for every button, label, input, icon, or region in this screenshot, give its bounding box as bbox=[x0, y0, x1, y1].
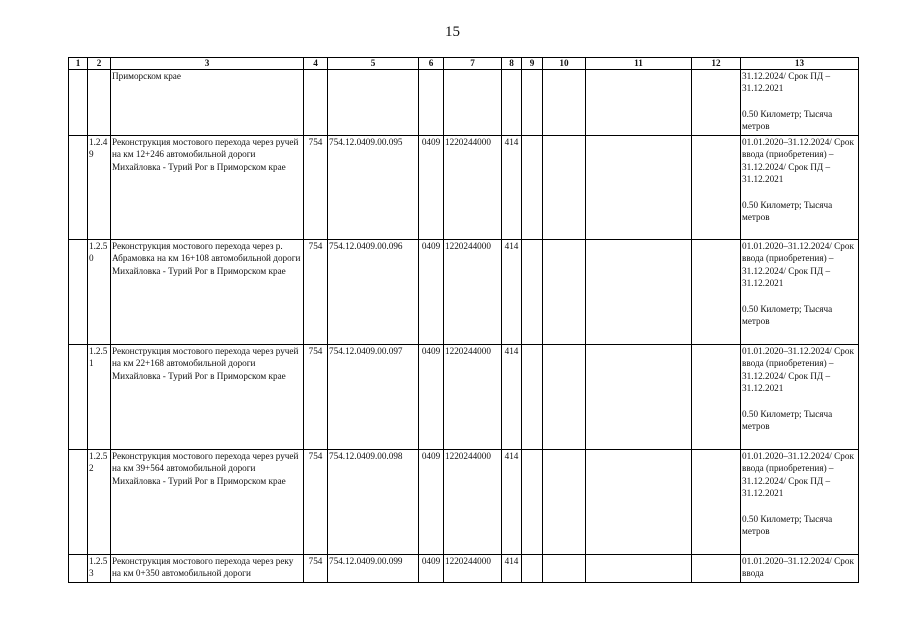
cell-8: 414 bbox=[502, 555, 522, 583]
cell-11 bbox=[586, 240, 692, 345]
cell-12 bbox=[692, 345, 741, 450]
cell-6: 0409 bbox=[419, 450, 444, 555]
table-row bbox=[69, 450, 859, 555]
cell-11 bbox=[586, 555, 692, 583]
cell-number bbox=[88, 70, 111, 136]
cell-6: 0409 bbox=[419, 345, 444, 450]
table-row bbox=[69, 136, 859, 240]
cell-6: 0409 bbox=[419, 555, 444, 583]
header-cell: 9 bbox=[522, 58, 543, 70]
cell-1 bbox=[69, 450, 88, 555]
cell-number: 1.2.50 bbox=[88, 240, 111, 345]
cell-7: 1220244000 bbox=[444, 345, 502, 450]
table-row bbox=[69, 555, 859, 583]
cell-name: Реконструкция мостового перехода через ручей на км 22+168 автомобильной дороги Михайловка - Турий Рог в Приморском крае bbox=[111, 345, 304, 450]
cell-number: 1.2.52 bbox=[88, 450, 111, 555]
cell-6: 0409 bbox=[419, 136, 444, 240]
cell-11 bbox=[586, 450, 692, 555]
cell-name: Реконструкция мостового перехода через р. Абрамовка на км 16+108 автомобильной дороги Михайловка - Турий Рог в Приморском крае bbox=[111, 240, 304, 345]
cell-9 bbox=[522, 136, 543, 240]
cell-code bbox=[328, 70, 419, 136]
cell-12 bbox=[692, 70, 741, 136]
cell-code: 754.12.0409.00.097 bbox=[328, 345, 419, 450]
cell-13-dates: 31.12.2024/ Срок ПД – 31.12.2021 bbox=[742, 71, 831, 94]
cell-4 bbox=[304, 70, 328, 136]
cell-13-volume: 0.50 Километр; Тысяча метров bbox=[742, 199, 833, 223]
cell-13-dates: 01.01.2020–31.12.2024/ Срок ввода bbox=[742, 556, 854, 579]
page-number: 15 bbox=[445, 24, 460, 40]
cell-9 bbox=[522, 240, 543, 345]
cell-1 bbox=[69, 240, 88, 345]
cell-13-volume: 0.50 Километр; Тысяча метров bbox=[742, 408, 833, 432]
cell-13 bbox=[741, 555, 859, 583]
cell-name: Приморском крае bbox=[111, 70, 304, 136]
cell-9 bbox=[522, 345, 543, 450]
cell-number: 1.2.53 bbox=[88, 555, 111, 583]
header-cell: 7 bbox=[444, 58, 502, 70]
cell-13-volume: 0.50 Километр; Тысяча метров bbox=[742, 303, 833, 327]
header-cell: 3 bbox=[111, 58, 304, 70]
cell-10 bbox=[543, 136, 586, 240]
cell-11 bbox=[586, 345, 692, 450]
cell-7: 1220244000 bbox=[444, 240, 502, 345]
cell-7: 1220244000 bbox=[444, 555, 502, 583]
header-cell: 6 bbox=[419, 58, 444, 70]
header-cell: 8 bbox=[502, 58, 522, 70]
cell-13 bbox=[741, 136, 859, 240]
table-row bbox=[69, 240, 859, 345]
cell-12 bbox=[692, 555, 741, 583]
header-cell: 1 bbox=[69, 58, 88, 70]
cell-13-dates: 01.01.2020–31.12.2024/ Срок ввода (приобретения) – 31.12.2024/ Срок ПД – 31.12.2021 bbox=[742, 451, 854, 499]
cell-9 bbox=[522, 70, 543, 136]
cell-13-volume: 0.50 Километр; Тысяча метров bbox=[742, 513, 833, 537]
cell-1 bbox=[69, 136, 88, 240]
cell-4: 754 bbox=[304, 555, 328, 583]
cell-10 bbox=[543, 240, 586, 345]
cell-9 bbox=[522, 450, 543, 555]
cell-1 bbox=[69, 70, 88, 136]
cell-10 bbox=[543, 70, 586, 136]
cell-13-dates: 01.01.2020–31.12.2024/ Срок ввода (приобретения) – 31.12.2024/ Срок ПД – 31.12.2021 bbox=[742, 346, 854, 394]
cell-10 bbox=[543, 345, 586, 450]
cell-7: 1220244000 bbox=[444, 450, 502, 555]
cell-name: Реконструкция мостового перехода через ручей на км 12+246 автомобильной дороги Михайловка - Турий Рог в Приморском крае bbox=[111, 136, 304, 240]
header-cell: 5 bbox=[328, 58, 419, 70]
header-cell: 4 bbox=[304, 58, 328, 70]
cell-11 bbox=[586, 136, 692, 240]
header-cell: 12 bbox=[692, 58, 741, 70]
cell-number: 1.2.51 bbox=[88, 345, 111, 450]
cell-4: 754 bbox=[304, 240, 328, 345]
cell-8: 414 bbox=[502, 450, 522, 555]
cell-4: 754 bbox=[304, 345, 328, 450]
header-cell: 11 bbox=[586, 58, 692, 70]
cell-12 bbox=[692, 450, 741, 555]
header-row bbox=[69, 58, 859, 70]
cell-13 bbox=[741, 345, 859, 450]
cell-4: 754 bbox=[304, 136, 328, 240]
cell-13-dates: 01.01.2020–31.12.2024/ Срок ввода (приобретения) – 31.12.2024/ Срок ПД – 31.12.2021 bbox=[742, 137, 854, 185]
cell-code: 754.12.0409.00.099 bbox=[328, 555, 419, 583]
cell-6: 0409 bbox=[419, 240, 444, 345]
cell-11 bbox=[586, 70, 692, 136]
cell-6 bbox=[419, 70, 444, 136]
header-cell: 2 bbox=[88, 58, 111, 70]
cell-name: Реконструкция мостового перехода через реку на км 0+350 автомобильной дороги bbox=[111, 555, 304, 583]
cell-9 bbox=[522, 555, 543, 583]
cell-1 bbox=[69, 555, 88, 583]
cell-number: 1.2.49 bbox=[88, 136, 111, 240]
header-cell: 13 bbox=[741, 58, 859, 70]
cell-name: Реконструкция мостового перехода через ручей на км 39+564 автомобильной дороги Михайловка - Турий Рог в Приморском крае bbox=[111, 450, 304, 555]
cell-4: 754 bbox=[304, 450, 328, 555]
data-table bbox=[68, 57, 859, 583]
cell-12 bbox=[692, 136, 741, 240]
table-row bbox=[69, 345, 859, 450]
cell-code: 754.12.0409.00.096 bbox=[328, 240, 419, 345]
table-row bbox=[69, 70, 859, 136]
header-cell: 10 bbox=[543, 58, 586, 70]
cell-1 bbox=[69, 345, 88, 450]
cell-code: 754.12.0409.00.095 bbox=[328, 136, 419, 240]
cell-8: 414 bbox=[502, 136, 522, 240]
cell-13-dates: 01.01.2020–31.12.2024/ Срок ввода (приобретения) – 31.12.2024/ Срок ПД – 31.12.2021 bbox=[742, 241, 854, 289]
cell-code: 754.12.0409.00.098 bbox=[328, 450, 419, 555]
cell-7 bbox=[444, 70, 502, 136]
cell-13 bbox=[741, 240, 859, 345]
cell-12 bbox=[692, 240, 741, 345]
cell-8 bbox=[502, 70, 522, 136]
cell-10 bbox=[543, 555, 586, 583]
cell-8: 414 bbox=[502, 240, 522, 345]
cell-13-volume: 0.50 Километр; Тысяча метров bbox=[742, 108, 833, 132]
cell-13 bbox=[741, 450, 859, 555]
cell-7: 1220244000 bbox=[444, 136, 502, 240]
cell-13 bbox=[741, 70, 859, 136]
cell-10 bbox=[543, 450, 586, 555]
cell-8: 414 bbox=[502, 345, 522, 450]
